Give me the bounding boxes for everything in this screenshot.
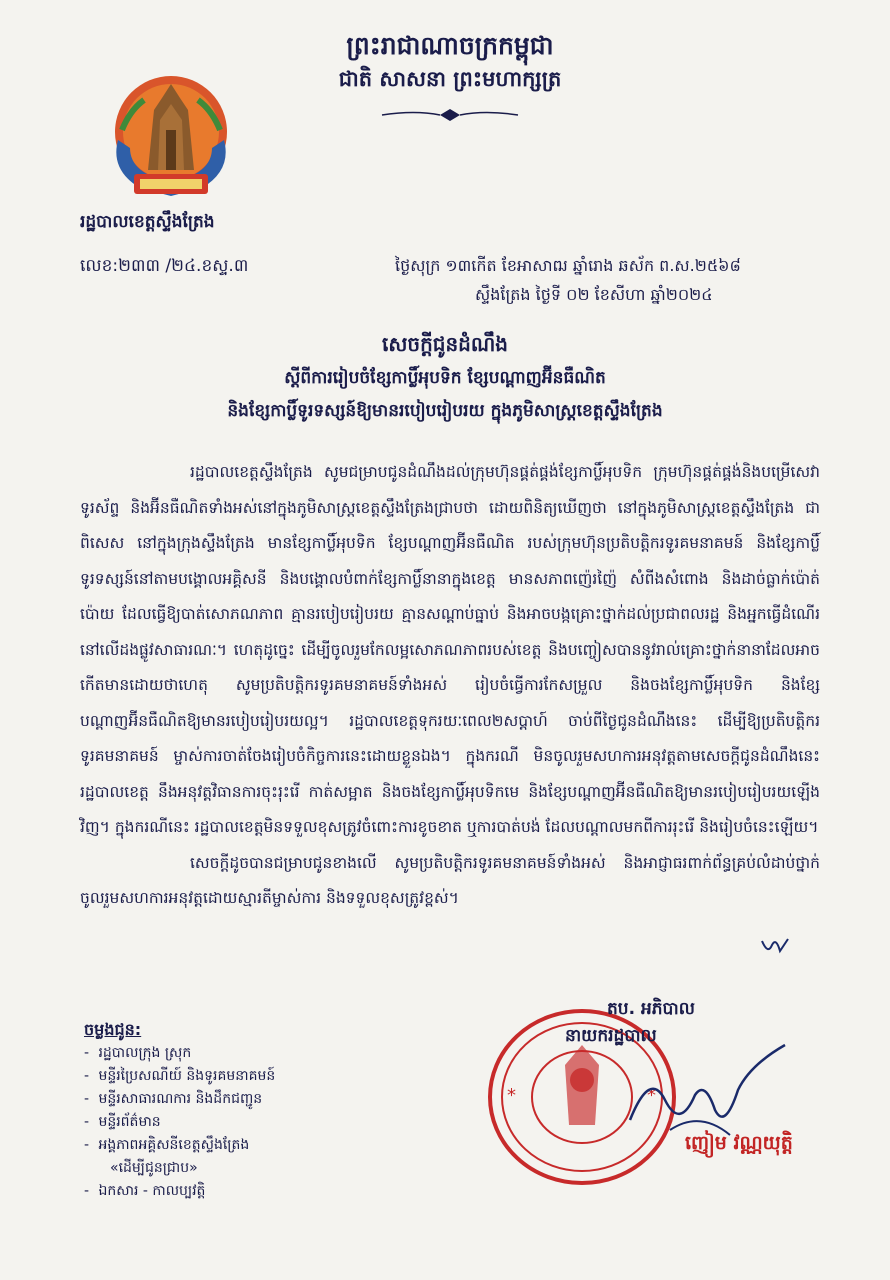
list-item: - មន្ទីរប្រៃសណីយ៍ និងទូរគមនាគមន៍ bbox=[84, 1068, 276, 1084]
body-paragraph-1: រដ្ឋបាលខេត្តស្ទឹងត្រែង សូមជម្រាបជូនដំណឹងដល់ក្រុមហ៊ុនផ្គត់ផ្គង់ខ្សែកាប្លិ៍អុបទិក ក្រុមហ៊ុនផ្គត់ផ្គង់និងបម្រើសេវាទូរស័ព្ទ និងអ៊ីនធឺណិតទាំងអស់នៅក្នុងភូមិសាស្ត្រខេត្តស្ទឹងត្រែងជ្រាបថា ដោយពិនិត្យឃើញថា នៅក្នុងភូមិសាស្ត្រខេត្តស្ទឹងត្រែង ជាពិសេស នៅក្នុងក្រុងស្ទឹងត្រែង មានខ្សែកាប្លិ៍អុបទិក ខ្សែបណ្តាញអ៊ីនធឺណិត របស់ក្រុមហ៊ុនប្រតិបត្តិករទូរគមនាគមន៍ និងខ្សែកាប្លិ៍ទូរទស្សន៍នៅតាមបង្គោលអគ្គិសនី និងបង្គោលបំពាក់ខ្សែកាប្លិ៍នានាក្នុងខេត្ត មានសភាពញ៉េរញ៉ៃ សំពីងសំពោង និងដាច់ធ្លាក់ប៉ោត់ប៉ោយ ដែលធ្វើឱ្យបាត់សោភណភាព គ្មានរបៀបរៀបរយ គ្មានសណ្តាប់ធ្នាប់ និងអាចបង្កគ្រោះថ្នាក់ដល់ប្រជាពលរដ្ឋ និងអ្នកធ្វើដំណើរនៅលើដងផ្លូវសាធារណៈ។ ហេតុដូច្នេះ ដើម្បីចូលរួមកែលម្អសោភណភាពរបស់ខេត្ត និងបញ្ចៀសបាននូវរាល់គ្រោះថ្នាក់នានាដែលអាចកើតមានដោយថាហេតុ សូមប្រតិបត្តិករទូរគមនាគមន៍ទាំងអស់ រៀបចំធ្វើការកែសម្រួល និងចងខ្សែកាប្លិ៍អុបទិក និងខ្សែបណ្តាញអ៊ីនធឺណិតឱ្យមានរបៀបរៀបរយល្អ។ រដ្ឋបាលខេត្តទុករយៈពេល២សប្តាហ៍ ចាប់ពីថ្ងៃជូនដំណឹងនេះ ដើម្បីឱ្យប្រតិបត្តិករទូរគមនាគមន៍ ម្ចាស់ការចាត់ចែងរៀបចំកិច្ចការនេះដោយខ្លួនឯង។ ក្នុងករណី មិនចូលរួមសហការអនុវត្តតាមសេចក្តីជូនដំណឹងនេះ រដ្ឋបាលខេត្ត នឹងអនុវត្តវិធានការចុះរុះរើ កាត់សម្អាត និងចងខ្សែកាប្លិ៍អុបទិកមេ និងខ្សែបណ្តាញអ៊ីនធឺណិតឱ្យមានរបៀបរៀបរយឡើងវិញ។ ក្នុងករណីនេះ រដ្ឋបាលខេត្តមិនទទួលខុសត្រូវចំពោះការខូចខាត ឬការបាត់បង់ ដែលបណ្តាលមកពីការរុះរើ និងរៀបចំនេះឡើយ។ bbox=[80, 463, 820, 836]
notice-title: សេចក្តីជូនដំណឹង bbox=[382, 332, 508, 356]
list-item: «ដើម្បីជូនជ្រាប» bbox=[110, 1160, 198, 1176]
end-mark-icon bbox=[760, 937, 790, 957]
solar-date: ស្ទឹងត្រែង ថ្ងៃទី ០២ ខែសីហា ឆ្នាំ២០២៤ bbox=[475, 285, 713, 304]
signatory-name: ញៀម វណ្ណយុត្តិ bbox=[685, 1132, 793, 1154]
reference-number: លេខ:២៣៣ /២៤.ខស្ទ.៣ bbox=[80, 256, 249, 276]
kingdom-heading: ព្រះរាជាណាចក្រកម្ពុជា bbox=[346, 31, 554, 60]
body-paragraph-2: សេចក្តីដូចបានជម្រាបជូនខាងលើ សូមប្រតិបត្តិករទូរគមនាគមន៍ទាំងអស់ និងអាជ្ញាធរពាក់ព័ន្ធគ្រប់លំដាប់ថ្នាក់ ចូលរួមសហការអនុវត្តដោយស្មារតីម្ចាស់ការ និងទទួលខុសត្រូវខ្ពស់។ bbox=[80, 853, 820, 907]
list-item: - ឯកសារ - កាលប្បវត្តិ bbox=[84, 1183, 206, 1199]
list-item: - រដ្ឋបាលក្រុង ស្រុក bbox=[84, 1045, 192, 1061]
national-motto: ជាតិ សាសនា ព្រះមហាក្សត្រ bbox=[338, 66, 562, 91]
lunar-date: ថ្ងៃសុក្រ ១៣កើត ខែអាសាឍ ឆ្នាំរោង ឆស័ក ព.ស.២៥៦៨ bbox=[395, 256, 741, 275]
issuing-office: រដ្ឋបាលខេត្តស្ទឹងត្រែង bbox=[80, 212, 215, 232]
notice-body bbox=[80, 455, 820, 917]
signature-title: តប. អភិបាល bbox=[607, 999, 695, 1019]
list-item: - អង្គភាពអគ្គិសនីខេត្តស្ទឹងត្រែង bbox=[84, 1137, 250, 1153]
signature-icon bbox=[610, 1040, 790, 1140]
svg-text:*: * bbox=[507, 1085, 516, 1106]
provincial-emblem-icon bbox=[100, 70, 242, 205]
signature-position: នាយករដ្ឋបាល bbox=[565, 1026, 657, 1046]
notice-subject-line-1: ស្តីពីការរៀបចំខ្សែកាប្លិ៍អុបទិក ខ្សែបណ្តាញអ៊ីនធឺណិត bbox=[284, 368, 606, 388]
notice-subject-line-2: និងខ្សែកាប្លិ៍ទូរទស្សន៍ឱ្យមានរបៀបរៀបរយ ក្នុងភូមិសាស្ត្រខេត្តស្ទឹងត្រែង bbox=[227, 401, 663, 421]
distribution-title: ចម្លងជូន: bbox=[84, 1020, 142, 1039]
ornament-divider-icon bbox=[380, 108, 520, 122]
list-item: - មន្ទីរសាធារណការ និងដឹកជញ្ជូន bbox=[84, 1091, 263, 1107]
svg-text:*: * bbox=[647, 1085, 656, 1106]
distribution-list bbox=[84, 1042, 275, 1203]
list-item: - មន្ទីរព័ត៌មាន bbox=[84, 1114, 161, 1130]
